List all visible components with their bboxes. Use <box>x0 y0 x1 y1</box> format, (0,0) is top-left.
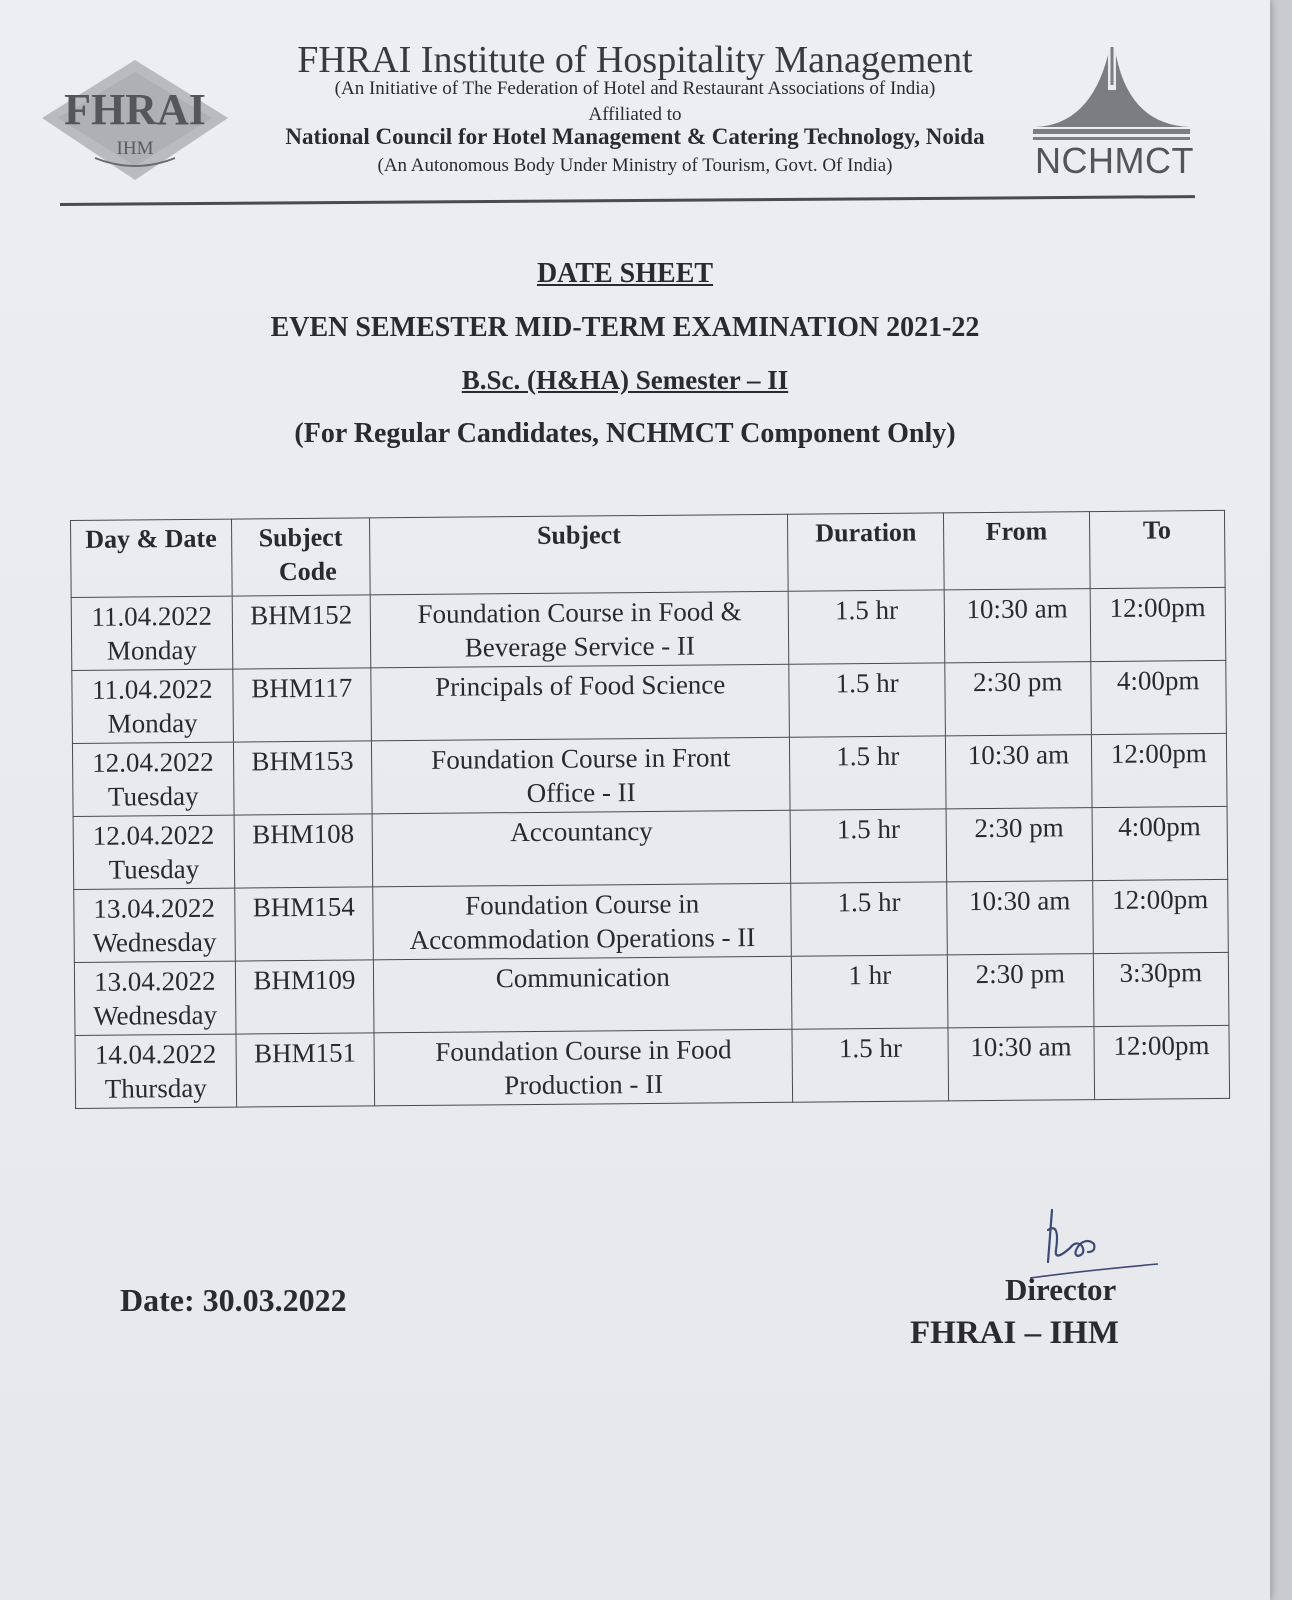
date-cell: 11.04.2022 Monday <box>72 669 233 743</box>
code-cell: BHM108 <box>234 814 373 888</box>
initiative-line: (An Initiative of The Federation of Hotel and Restaurant Associations of India) <box>334 78 936 99</box>
table-row <box>73 806 1228 889</box>
from-cell: 10:30 am <box>944 589 1090 663</box>
subject-cell: Principals of Food Science <box>371 664 790 741</box>
duration-cell: 1 hr <box>792 955 948 1029</box>
code-cell: BHM117 <box>232 668 371 742</box>
header-subject: Subject <box>370 514 789 595</box>
signatory-organization: FHRAI – IHM <box>910 1315 1119 1351</box>
subject-cell: Foundation Course in Food Production - II <box>374 1029 793 1106</box>
code-cell: BHM109 <box>235 960 374 1034</box>
to-cell: 4:00pm <box>1092 806 1228 880</box>
date-cell: 13.04.2022 Wednesday <box>74 888 235 962</box>
institute-title: FHRAI Institute of Hospitality Management <box>297 39 973 81</box>
subject-cell: Foundation Course in Accommodation Operations - II <box>373 883 792 960</box>
svg-text:IHM: IHM <box>116 138 154 159</box>
header-from: From <box>944 512 1090 590</box>
date-cell: 12.04.2022 Tuesday <box>72 742 233 816</box>
subject-cell: Foundation Course in Food & Beverage Service - II <box>370 591 789 668</box>
duration-cell: 1.5 hr <box>792 1028 948 1102</box>
code-cell: BHM152 <box>232 595 371 669</box>
nchmct-wordmark: NCHMCT <box>1035 140 1194 181</box>
from-cell: 2:30 pm <box>947 954 1093 1028</box>
duration-cell: 1.5 hr <box>790 736 946 810</box>
to-cell: 12:00pm <box>1090 587 1226 661</box>
header-to: To <box>1089 510 1225 588</box>
code-cell: BHM153 <box>233 741 372 815</box>
from-cell: 2:30 pm <box>946 808 1092 882</box>
header-day-date: Day & Date <box>71 519 232 597</box>
code-cell: BHM151 <box>236 1033 375 1107</box>
table-row <box>72 660 1227 743</box>
date-cell: 12.04.2022 Tuesday <box>73 815 234 889</box>
table-row <box>72 733 1227 816</box>
subject-cell: Foundation Course in Front Office - II <box>372 737 791 814</box>
duration-cell: 1.5 hr <box>791 882 947 956</box>
date-cell: 11.04.2022 Monday <box>71 596 232 670</box>
exam-title: EVEN SEMESTER MID-TERM EXAMINATION 2021-22 <box>270 312 980 343</box>
schedule-table <box>70 510 1230 1109</box>
table-row <box>71 587 1226 670</box>
autonomous-body-line: (An Autonomous Body Under Ministry of Tourism, Govt. Of India) <box>377 155 893 176</box>
from-cell: 10:30 am <box>945 735 1091 809</box>
from-cell: 10:30 am <box>947 881 1093 955</box>
programme-title: B.Sc. (H&HA) Semester – II <box>461 365 789 395</box>
table-row <box>74 879 1229 962</box>
from-cell: 2:30 pm <box>945 662 1091 736</box>
header-subject-code: Subject Code <box>231 518 370 596</box>
header-duration: Duration <box>788 513 944 591</box>
date-cell: 13.04.2022 Wednesday <box>74 961 235 1035</box>
to-cell: 3:30pm <box>1093 952 1229 1026</box>
duration-cell: 1.5 hr <box>789 590 945 664</box>
signature <box>1030 1200 1160 1280</box>
duration-cell: 1.5 hr <box>790 809 946 883</box>
table-row <box>74 952 1229 1035</box>
subject-cell: Accountancy <box>372 810 791 887</box>
affiliated-line: Affiliated to <box>588 104 682 125</box>
code-cell: BHM154 <box>234 887 373 961</box>
signatory-designation: Director <box>1005 1272 1117 1307</box>
candidate-note: (For Regular Candidates, NCHMCT Component Only) <box>294 418 956 449</box>
table-row <box>75 1025 1230 1108</box>
table-header-row <box>71 510 1226 597</box>
document-title: DATE SHEET <box>536 258 714 289</box>
from-cell: 10:30 am <box>948 1027 1094 1101</box>
to-cell: 4:00pm <box>1090 660 1226 734</box>
fhrai-logo <box>40 58 230 188</box>
to-cell: 12:00pm <box>1094 1025 1230 1099</box>
svg-text:FHRAI: FHRAI <box>64 85 206 134</box>
date-cell: 14.04.2022 Thursday <box>75 1034 236 1108</box>
issue-date: Date: 30.03.2022 <box>120 1282 347 1318</box>
header-divider <box>60 195 1195 206</box>
to-cell: 12:00pm <box>1091 733 1227 807</box>
duration-cell: 1.5 hr <box>789 663 945 737</box>
subject-cell: Communication <box>373 956 792 1033</box>
council-line: National Council for Hotel Management & Catering Technology, Noida <box>285 124 985 149</box>
to-cell: 12:00pm <box>1092 879 1228 953</box>
